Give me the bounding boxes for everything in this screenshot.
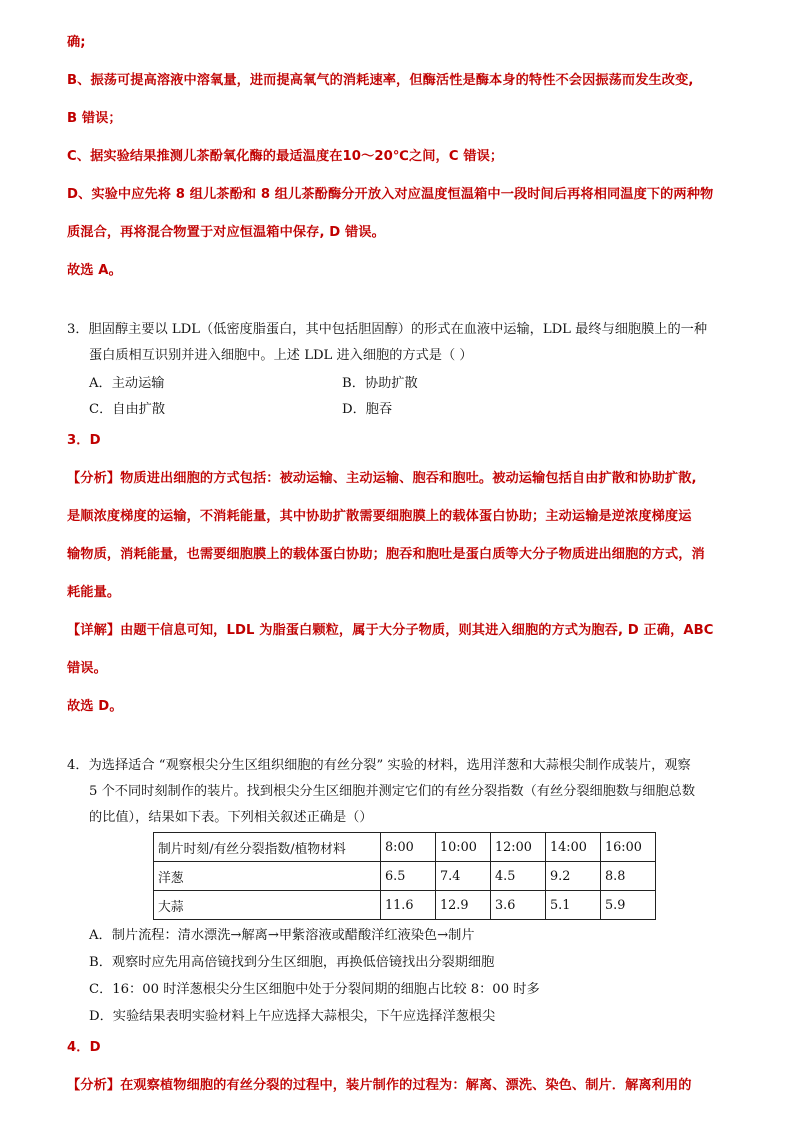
- text-line: B 错误；: [67, 111, 122, 126]
- table-header-cell: 8:00: [381, 833, 436, 862]
- question-3-option-a: A．主动运输: [89, 376, 165, 391]
- question-3-detail: 【详解】由题干信息可知，LDL 为脂蛋白颗粒，属于大分子物质，则其进入细胞的方式为胞吞, D 正确，ABC: [67, 623, 714, 638]
- table-row: [154, 862, 656, 891]
- text-line: 确;: [67, 35, 86, 50]
- question-4-option-a: A．制片流程：清水漂洗→解离→甲紫溶液或醋酸洋红液染色→制片: [89, 928, 475, 943]
- text-line: 故选 A。: [67, 263, 122, 278]
- text-line: D、实验中应先将 8 组儿茶酚和 8 组儿茶酚酶分开放入对应温度恒温箱中一段时间后再将相同温度下的两种物: [67, 187, 714, 202]
- table-cell: 6.5: [381, 862, 436, 891]
- table-header-cell: 16:00: [601, 833, 656, 862]
- question-3-stem: 蛋白质相互识别并进入细胞中。上述 LDL 进入细胞的方式是（ ）: [89, 348, 473, 363]
- text-line: C、据实验结果推测儿茶酚氧化酶的最适温度在10～20℃之间，C 错误；: [67, 149, 504, 164]
- text-line: B、振荡可提高溶液中溶氧量，进而提高氧气的消耗速率，但酶活性是酶本身的特性不会因振荡而发生改变,: [67, 73, 694, 88]
- question-3-analysis: 【分析】物质进出细胞的方式包括：被动运输、主动运输、胞吞和胞吐。被动运输包括自由扩散和协助扩散,: [67, 471, 697, 486]
- table-cell: 5.1: [546, 891, 601, 920]
- table-header-cell: 14:00: [546, 833, 601, 862]
- question-3-answer: 3．D: [67, 433, 101, 448]
- table-header-row: [154, 833, 656, 862]
- table-cell: 8.8: [601, 862, 656, 891]
- table-cell: 4.5: [491, 862, 546, 891]
- question-4-option-d: D．实验结果表明实验材料上午应选择大蒜根尖，下午应选择洋葱根尖: [89, 1009, 496, 1024]
- question-3-option-c: C．自由扩散: [89, 402, 166, 417]
- table-cell: 洋葱: [154, 862, 381, 891]
- question-3-analysis: 是顺浓度梯度的运输，不消耗能量，其中协助扩散需要细胞膜上的载体蛋白协助；主动运输是逆浓度梯度运: [67, 509, 692, 524]
- table-cell: 9.2: [546, 862, 601, 891]
- question-4-stem: 5 个不同时刻制作的装片。找到根尖分生区细胞并测定它们的有丝分裂指数（有丝分裂细胞数与细胞总数: [89, 784, 696, 799]
- question-3-analysis: 输物质，消耗能量，也需要细胞膜上的载体蛋白协助；胞吞和胞吐是蛋白质等大分子物质进出细胞的方式，消: [67, 547, 705, 562]
- question-3-analysis: 耗能量。: [67, 585, 121, 600]
- question-3-detail: 错误。: [67, 661, 107, 676]
- mitosis-index-table: [153, 832, 656, 920]
- question-4-stem: 的比值），结果如下表。下列相关叙述正确是（）: [89, 810, 373, 825]
- table-cell: 12.9: [436, 891, 491, 920]
- table-cell: 大蒜: [154, 891, 381, 920]
- table-header-cell: 12:00: [491, 833, 546, 862]
- question-4-option-b: B．观察时应先用高倍镜找到分生区细胞，再换低倍镜找出分裂期细胞: [89, 955, 495, 970]
- question-3-option-b: B．协助扩散: [342, 376, 418, 391]
- question-4-analysis: 【分析】在观察植物细胞的有丝分裂的过程中，装片制作的过程为：解离、漂洗、染色、制片．解离利用的: [67, 1078, 692, 1093]
- question-4-stem: 4．为选择适合 “观察根尖分生区组织细胞的有丝分裂” 实验的材料，选用洋葱和大蒜根尖制作成装片，观察: [67, 758, 691, 773]
- table-row: [154, 891, 656, 920]
- question-4-answer: 4．D: [67, 1040, 101, 1055]
- text-line: 质混合，再将混合物置于对应恒温箱中保存, D 错误。: [67, 225, 385, 240]
- table-header-cell: 制片时刻/有丝分裂指数/植物材料: [154, 833, 381, 862]
- question-3-stem: 3．胆固醇主要以 LDL（低密度脂蛋白，其中包括胆固醇）的形式在血液中运输，LDL 最终与细胞膜上的一种: [67, 322, 708, 337]
- question-3-option-d: D．胞吞: [342, 402, 393, 417]
- question-3-choose: 故选 D。: [67, 699, 123, 714]
- table-header-cell: 10:00: [436, 833, 491, 862]
- table-cell: 5.9: [601, 891, 656, 920]
- question-4-option-c: C．16：00 时洋葱根尖分生区细胞中处于分裂间期的细胞占比较 8：00 时多: [89, 982, 540, 997]
- table-cell: 3.6: [491, 891, 546, 920]
- table-cell: 11.6: [381, 891, 436, 920]
- table-cell: 7.4: [436, 862, 491, 891]
